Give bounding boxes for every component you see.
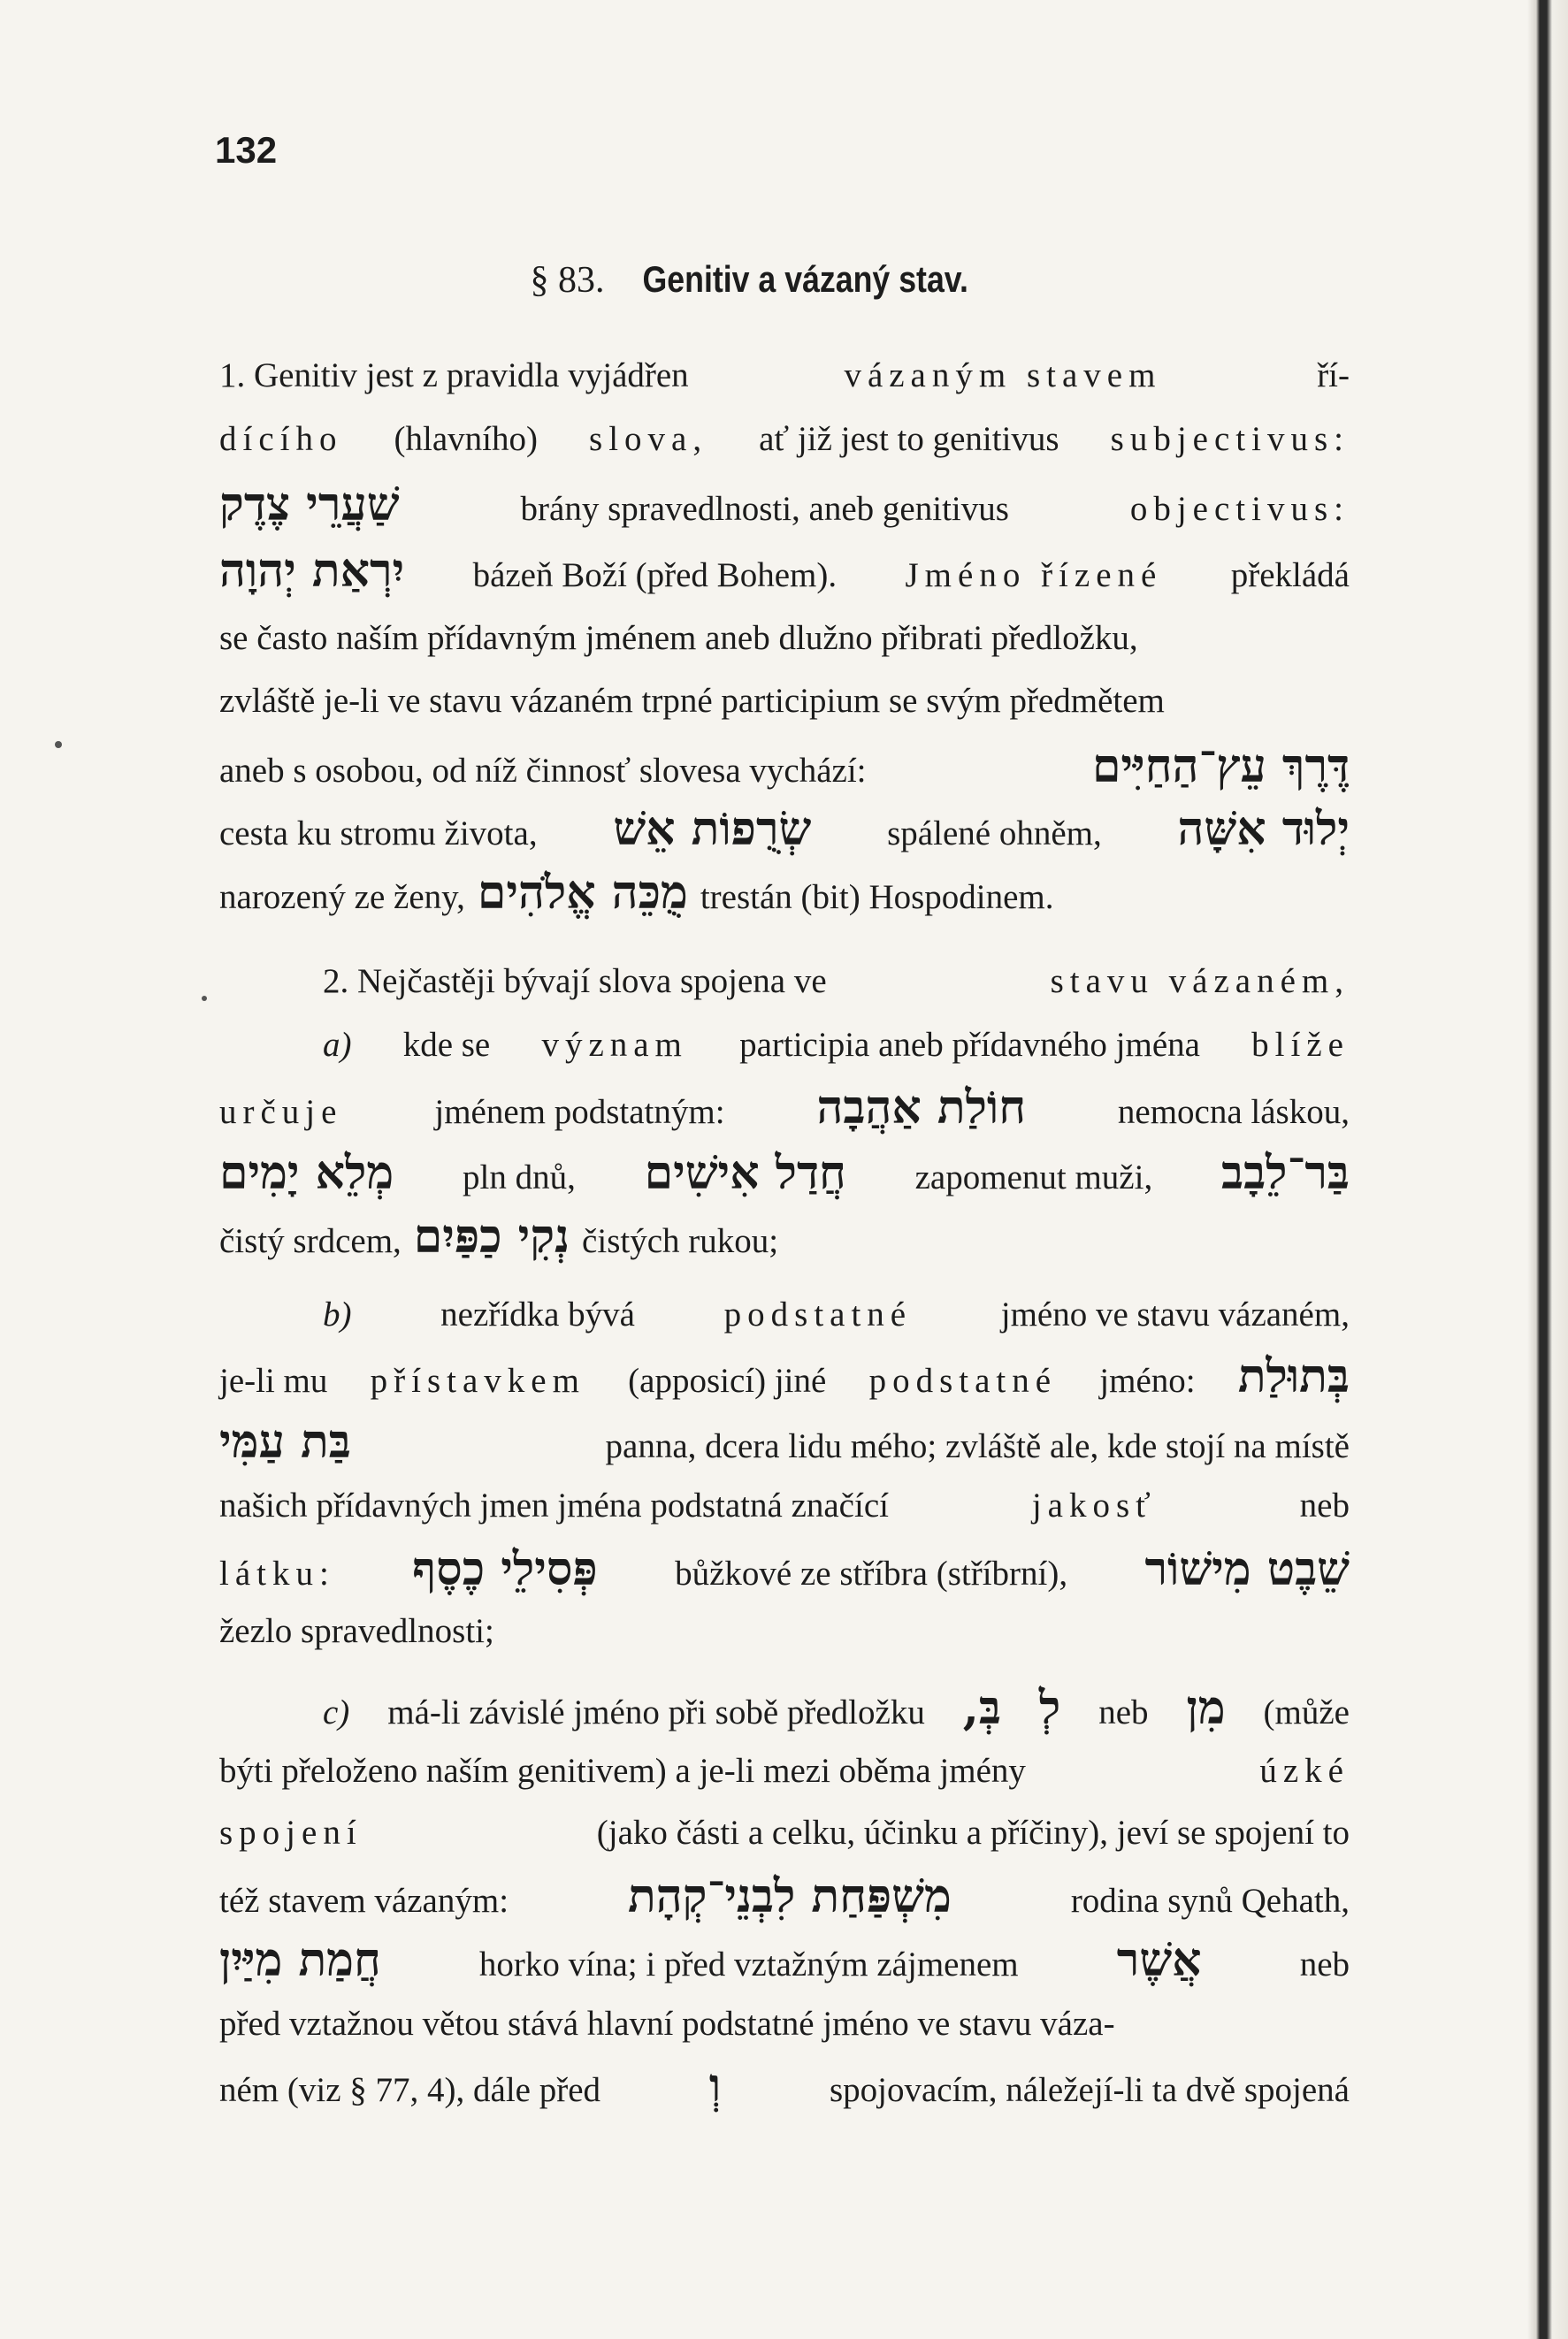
text-segment: nemocna láskou, [1117, 1093, 1350, 1131]
hebrew-term: דֶּרֶךְ עֵץ־הַחַיִּים [1091, 739, 1350, 793]
text-segment: a) [323, 1026, 352, 1064]
text-segment: zapomenut muži, [914, 1158, 1153, 1196]
section-number: § 83. [530, 260, 605, 301]
text-segment: zvláště je-li ve stavu vázaném trpné participium se svým předmětem [219, 682, 1165, 720]
text-segment: ném (viz § 77, 4), dále před [219, 2071, 601, 2109]
text-line [219, 1811, 1350, 1855]
text-line [219, 544, 1350, 598]
text-line [219, 1349, 1350, 1403]
text-segment: dícího [219, 420, 343, 458]
text-segment: určuje [219, 1093, 343, 1131]
text-segment: ať již jest to genitivus [759, 420, 1059, 458]
text-segment: c) [323, 1693, 350, 1731]
section-title: Genitiv a vázaný stav. [642, 258, 968, 300]
text-segment: podstatné [723, 1296, 913, 1334]
text-line [219, 2059, 1350, 2113]
hebrew-term: פְּסִילֵי כֶסֶף [412, 1542, 598, 1596]
text-segment: (může [1263, 1693, 1350, 1731]
text-line [219, 1415, 1350, 1469]
text-line [219, 739, 1350, 793]
text-segment: kde se [402, 1026, 491, 1064]
text-segment: aneb s osobou, od níž činnosť slovesa vychází: [219, 752, 867, 790]
text-line [219, 478, 1350, 531]
hebrew-term: חוֹלַת אַהֲבָה [816, 1081, 1026, 1135]
text-segment: participia aneb přídavného jména [739, 1026, 1200, 1064]
text-segment: cesta ku stromu života, [219, 814, 538, 852]
text-line [219, 1933, 1350, 1987]
text-segment: překládá [1230, 556, 1350, 594]
text-segment: jméno: [1099, 1362, 1196, 1400]
text-segment: 1. Genitiv jest z pravidla vyjádřen [219, 356, 689, 394]
text-segment: býti přeloženo naším genitivem) a je-li mezi oběma jmény [219, 1752, 1026, 1790]
text-line [323, 1023, 1350, 1067]
hebrew-term: שְׂרֻפוֹת אֵשׁ [613, 802, 812, 856]
text-segment: ří- [1317, 356, 1350, 394]
text-segment: žezlo spravedlnosti; [219, 1612, 494, 1650]
text-segment: (apposicí) jiné [628, 1362, 827, 1400]
text-line [219, 1542, 1350, 1596]
hebrew-term: בְּתוּלַת [1237, 1349, 1350, 1403]
text-segment: horko vína; i před vztažným zájmenem [478, 1945, 1019, 1984]
text-segment: narozený ze ženy, [219, 878, 465, 916]
text-line [219, 1609, 1350, 1654]
text-segment: spojovacím, náležejí-li ta dvě spojená [829, 2071, 1350, 2109]
text-segment: se často naším přídavným jménem aneb dlužno přibrati předložku, [219, 619, 1138, 657]
text-segment: neb [1299, 1487, 1350, 1525]
text-segment: spojení [219, 1814, 363, 1852]
text-segment: čistý srdcem, [219, 1222, 402, 1260]
text-segment: 2. Nejčastěji bývají slova spojena ve [323, 962, 827, 1000]
text-segment: neb [1098, 1693, 1149, 1731]
text-segment: bázeň Boží (před Bohem). [472, 556, 838, 594]
text-segment: subjectivus: [1110, 420, 1350, 458]
text-line [219, 1869, 1350, 1923]
text-segment: rodina synů Qehath, [1070, 1882, 1350, 1920]
hebrew-term: מְלֵא יָמִים [219, 1146, 394, 1200]
hebrew-term: לְ [1038, 1681, 1061, 1735]
hebrew-term: מִשְׁפַּחַת לִבְנֵי־קְהָת [628, 1869, 952, 1923]
text-line [219, 1146, 1350, 1200]
page-number: 132 [215, 129, 278, 171]
text-segment: objectivus: [1129, 490, 1350, 528]
text-line [219, 1210, 1350, 1264]
text-segment: stavu vázaném, [1050, 962, 1350, 1000]
text-line [219, 616, 1350, 661]
text-segment: látku: [219, 1555, 335, 1593]
text-segment: vázaným stavem [844, 356, 1162, 394]
hebrew-term: בְּ, [962, 1681, 1001, 1735]
text-segment: jakosť [1031, 1487, 1157, 1525]
hebrew-term: וְ [708, 2059, 722, 2113]
text-segment: čistých rukou; [582, 1222, 779, 1260]
text-segment: význam [541, 1026, 688, 1064]
margin-speck [202, 996, 207, 1001]
text-line [219, 354, 1350, 398]
text-line [323, 1681, 1350, 1735]
hebrew-term: יִרְאַת יְהוָה [219, 544, 405, 598]
text-line [219, 1484, 1350, 1528]
text-segment: podstatné [868, 1362, 1058, 1400]
hebrew-term: שֵׁבֶט מִישׁוֹר [1144, 1542, 1350, 1596]
text-segment: pln dnů, [463, 1158, 576, 1196]
text-line [323, 1293, 1350, 1337]
hebrew-term: אֲשֶׁר [1116, 1933, 1202, 1987]
book-spine-shadow [1527, 0, 1568, 2339]
text-line [219, 866, 1350, 920]
text-segment: brány spravedlnosti, aneb genitivus [520, 490, 1009, 528]
text-segment: našich přídavných jmen jména podstatná značící [219, 1487, 889, 1525]
text-line [219, 417, 1350, 462]
text-line [219, 1749, 1350, 1793]
hebrew-term: נְקִי כַפַּיִם [413, 1210, 570, 1264]
text-segment: úzké [1259, 1752, 1350, 1790]
text-line [219, 802, 1350, 856]
hebrew-term: מֻכֵּה אֱלֹהִים [477, 866, 688, 920]
text-segment: je-li mu [219, 1362, 328, 1400]
text-segment: blíže [1251, 1026, 1350, 1064]
margin-speck [55, 741, 62, 748]
text-segment: jméno ve stavu vázaném, [1000, 1296, 1350, 1334]
text-segment: též stavem vázaným: [219, 1882, 509, 1920]
text-segment: trestán (bit) Hospodinem. [700, 878, 1054, 916]
text-segment: Jméno řízené [905, 556, 1163, 594]
text-segment: spálené ohněm, [887, 814, 1102, 852]
hebrew-term: שַׁעֲרֵי צֶדֶק [219, 478, 400, 531]
text-line [219, 2002, 1350, 2046]
text-segment: má-li závislé jméno při sobě předložku [387, 1693, 925, 1731]
hebrew-term: חֲדַל אִישִׁים [644, 1146, 846, 1200]
text-segment: přístavkem [370, 1362, 585, 1400]
text-line [323, 959, 1350, 1004]
text-segment: slova, [589, 420, 708, 458]
text-segment: jménem podstatným: [434, 1093, 725, 1131]
hebrew-term: בַּר־לֵבָב [1221, 1146, 1350, 1200]
text-segment: (jako části a celku, účinku a příčiny), jeví se spojení to [596, 1814, 1350, 1852]
hebrew-term: יְלוּד אִשָּׁה [1177, 802, 1350, 856]
text-segment: nezřídka bývá [440, 1296, 635, 1334]
text-line [219, 1081, 1350, 1135]
hebrew-term: מִן [1186, 1681, 1226, 1735]
text-segment: před vztažnou větou stává hlavní podstatné jméno ve stavu váza- [219, 2005, 1115, 2043]
text-segment: panna, dcera lidu mého; zvláště ale, kde stojí na místě [605, 1427, 1350, 1465]
text-segment: b) [323, 1296, 352, 1334]
hebrew-term: בַּת עַמִּי [219, 1415, 351, 1469]
text-segment: (hlavního) [394, 420, 538, 458]
hebrew-term: חֲמַת מִיַּיִן [219, 1933, 381, 1987]
text-segment: bůžkové ze stříbra (stříbrní), [675, 1555, 1068, 1593]
text-segment: neb [1299, 1945, 1350, 1984]
section-heading [0, 258, 1527, 302]
text-line [219, 679, 1350, 723]
